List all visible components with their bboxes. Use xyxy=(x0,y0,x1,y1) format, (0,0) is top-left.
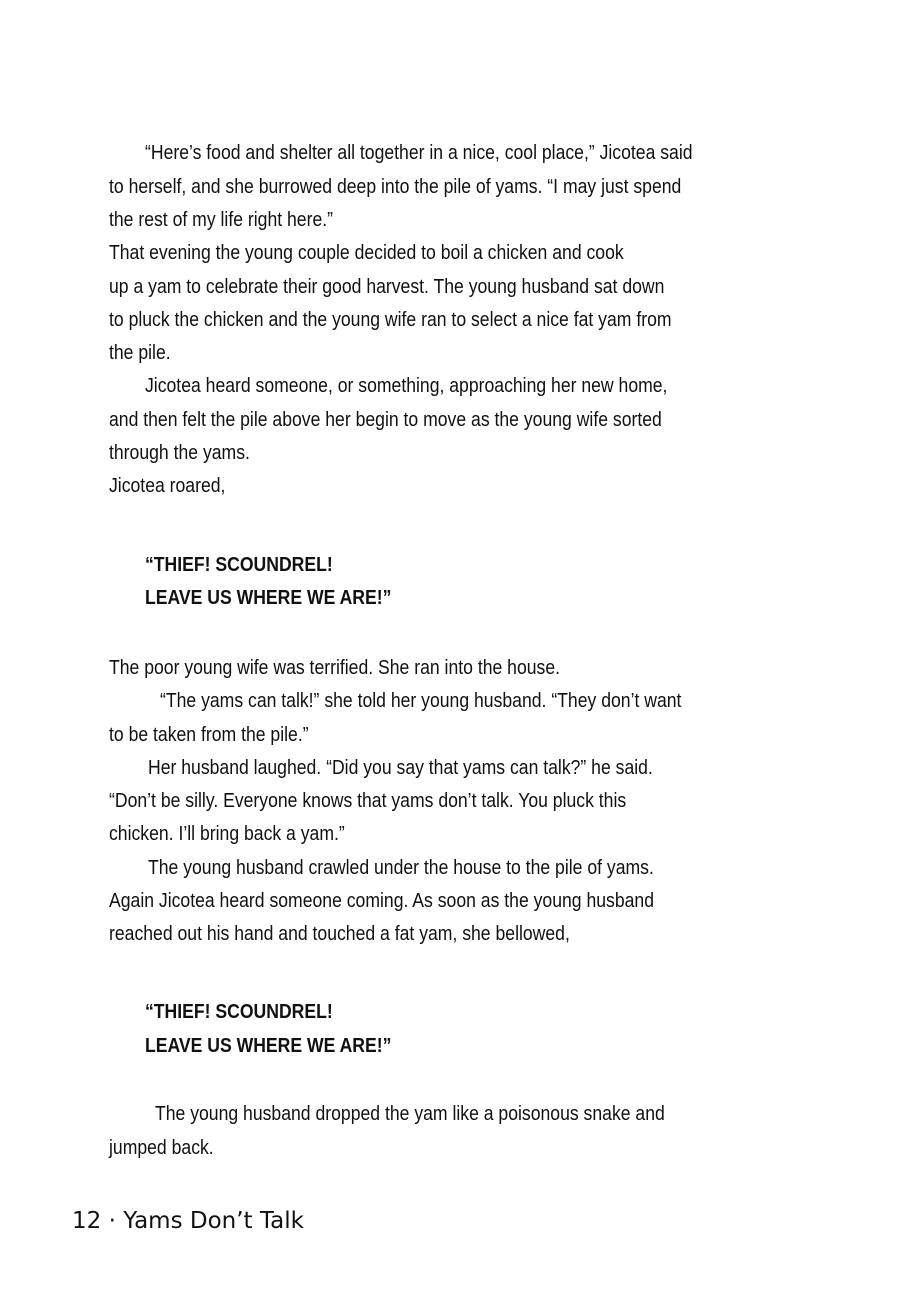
paragraph-line: Her husband laughed. “Did you say that yams can talk?” he said. xyxy=(148,757,653,779)
paragraph-line: “The yams can talk!” she told her young husband. “They don’t want xyxy=(160,690,682,712)
shout-line: “THIEF! SCOUNDREL! xyxy=(145,554,333,576)
paragraph-line: The young husband dropped the yam like a poisonous snake and xyxy=(155,1103,665,1125)
paragraph-line: The poor young wife was terrified. She ran into the house. xyxy=(109,657,561,679)
shout-line: “THIEF! SCOUNDREL! xyxy=(145,1001,333,1023)
paragraph-line: the pile. xyxy=(109,342,171,364)
paragraph-line: and then felt the pile above her begin to move as the young wife sorted xyxy=(109,409,662,431)
paragraph-line: through the yams. xyxy=(109,442,250,464)
paragraph-line: to pluck the chicken and the young wife ran to select a nice fat yam from xyxy=(109,309,672,331)
paragraph-line: Again Jicotea heard someone coming. As soon as the young husband xyxy=(109,890,654,912)
paragraph-line: up a yam to celebrate their good harvest. The young husband sat down xyxy=(109,276,665,298)
shout-line: LEAVE US WHERE WE ARE!” xyxy=(145,587,392,609)
paragraph-line: Jicotea roared, xyxy=(109,475,226,497)
shout-line: LEAVE US WHERE WE ARE!” xyxy=(145,1035,392,1057)
paragraph-line: The young husband crawled under the house to the pile of yams. xyxy=(148,857,654,879)
paragraph-line: to herself, and she burrowed deep into the pile of yams. “I may just spend xyxy=(109,176,682,198)
page-footer: 12 · Yams Don’t Talk xyxy=(72,1208,304,1234)
paragraph-line: Jicotea heard someone, or something, approaching her new home, xyxy=(145,375,668,397)
paragraph-line: the rest of my life right here.” xyxy=(109,209,334,231)
paragraph-line: chicken. I’ll bring back a yam.” xyxy=(109,823,345,845)
paragraph-line: That evening the young couple decided to boil a chicken and cook xyxy=(109,242,624,264)
paragraph-line: jumped back. xyxy=(109,1137,214,1159)
paragraph-line: reached out his hand and touched a fat yam, she bellowed, xyxy=(109,923,570,945)
paragraph-line: “Don’t be silly. Everyone knows that yams don’t talk. You pluck this xyxy=(109,790,627,812)
paragraph-line: “Here’s food and shelter all together in a nice, cool place,” Jicotea said xyxy=(145,142,693,164)
paragraph-line: to be taken from the pile.” xyxy=(109,724,309,746)
